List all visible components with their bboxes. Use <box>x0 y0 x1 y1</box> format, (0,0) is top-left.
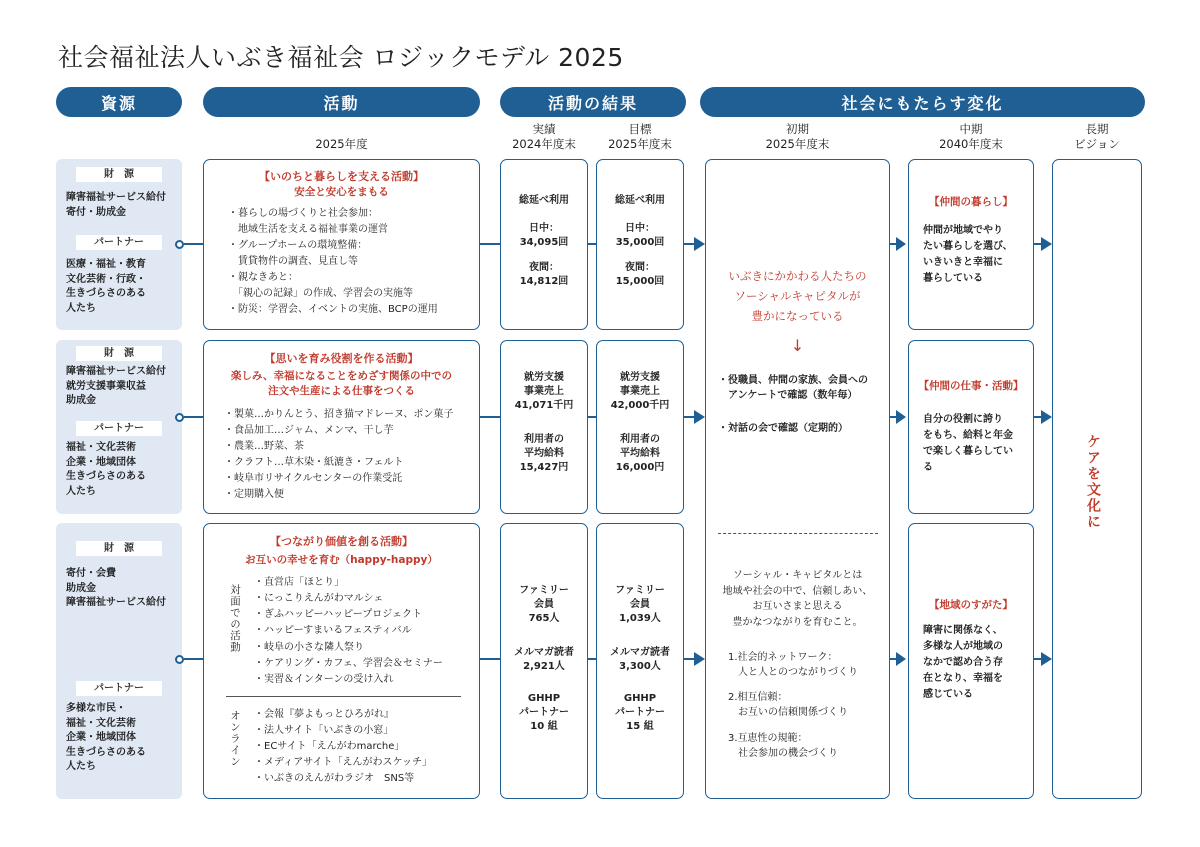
header-resources: 資源 <box>56 87 182 117</box>
connector-line-2 <box>184 416 203 418</box>
activity-item: ・親なきあと： <box>228 272 298 283</box>
colhead-actual-year: 2024年度末 <box>512 137 576 151</box>
mid-text-line: をもち、給料と年金 <box>923 430 1013 441</box>
connector-dot-3 <box>175 655 184 664</box>
long-vision-text: ケアを文化に <box>1085 434 1101 530</box>
colhead-long-vision: ビジョン <box>1074 137 1120 151</box>
definition-line: お互いさまと思える <box>752 601 843 612</box>
header-results: 活動の結果 <box>500 87 686 117</box>
colhead-actual <box>500 122 588 152</box>
activity-subtitle: お互いの幸せを育む（happy-happy） <box>245 554 438 566</box>
target-box-1 <box>596 159 684 330</box>
early-definition <box>706 568 889 630</box>
metric-label: 事業売上 <box>524 386 564 397</box>
long-vision-box <box>1052 159 1142 799</box>
header-change: 社会にもたらす変化 <box>700 87 1145 117</box>
activity-item: ・農業…野菜、茶 <box>224 441 304 452</box>
point-line: 2.相互信頼： <box>728 692 788 703</box>
arrow-right-icon <box>1041 652 1052 666</box>
connector-dot-1 <box>175 240 184 249</box>
actual-box-1 <box>500 159 588 330</box>
early-outcome-box <box>705 159 890 799</box>
activity-subtitle: 安全と安心をまもる <box>294 186 389 198</box>
connector-act-actual-2 <box>480 416 500 418</box>
metric-label: 就労支援 <box>524 372 564 383</box>
arrow-right-icon <box>1041 237 1052 251</box>
metric-label: 利用者の <box>620 434 660 445</box>
colhead-early <box>705 122 890 152</box>
resource-box-3 <box>56 523 182 799</box>
activity-item: 地域生活を支える福祉事業の運営 <box>228 224 388 235</box>
metric-label: 夜間： <box>529 262 559 273</box>
mid-text-line: なかで認め合う存 <box>923 657 1003 668</box>
metric-label: 利用者の <box>524 434 564 445</box>
mid-text-line: 仲間が地域でやり <box>923 225 1003 236</box>
metric-value: 15,000回 <box>615 276 665 287</box>
metric-label: 総延べ利用 <box>615 195 665 206</box>
activity-item: ・定期購入便 <box>224 489 284 500</box>
mid-box-1 <box>908 159 1034 330</box>
connector-target-early-1 <box>684 243 694 245</box>
target-box-2 <box>596 340 684 514</box>
header-activities: 活動 <box>203 87 480 117</box>
metric-value: 14,812回 <box>519 276 569 287</box>
online-label: オンライン <box>229 710 241 768</box>
colhead-early-year: 2025年度末 <box>765 137 830 151</box>
face-item: ・ハッピーすまいるフェスティバル <box>254 625 412 636</box>
metric-value: 34,095回 <box>519 237 569 248</box>
connector-target-early-2 <box>684 416 694 418</box>
mid-text-line: 障害に関係なく、 <box>923 625 1003 636</box>
face-item: ・ぎふハッピーハッピープロジェクト <box>254 609 422 620</box>
page-title: 社会福祉法人いぶき福祉会 ロジックモデル 2025 <box>58 43 624 72</box>
connector-act-actual-1 <box>480 243 500 245</box>
arrow-right-icon <box>694 237 705 251</box>
fund-text: 障害福祉サービス給付 寄付・助成金 <box>66 192 166 218</box>
activity-item: ・グループホームの環境整備： <box>228 240 368 251</box>
partner-text: 多様な市民・ 福祉・文化芸術 企業・地域団体 生きづらさのある 人たち <box>66 703 146 772</box>
colhead-long-label: 長期 <box>1085 122 1109 136</box>
early-main-line: ソーシャルキャピタルが <box>734 289 861 303</box>
partner-text: 福祉・文化芸術 企業・地域団体 生きづらさのある 人たち <box>66 442 146 497</box>
arrow-right-icon <box>896 652 906 666</box>
online-item: ・会報『夢よもっとひろがれ』 <box>254 709 394 720</box>
activity-item: ・防災：学習会、イベントの実施、BCPの運用 <box>228 304 438 315</box>
partner-text: 医療・福祉・教育 文化芸術・行政・ 生きづらさのある 人たち <box>66 259 146 314</box>
metric-value: 35,000回 <box>615 237 665 248</box>
activity-box-2 <box>203 340 480 514</box>
metric-label: ファミリー <box>519 585 569 596</box>
definition-line: 豊かなつながりを育むこと。 <box>732 616 863 628</box>
arrow-right-icon <box>896 237 906 251</box>
face-item: ・実習＆インターンの受け入れ <box>254 674 394 685</box>
face-item: ・岐阜の小さな隣人祭り <box>254 642 364 653</box>
colhead-target <box>596 122 684 152</box>
connector-dot-2 <box>175 413 184 422</box>
point-line: 社会参加の機会づくり <box>728 748 838 759</box>
point-line: お互いの信頼関係づくり <box>728 707 848 718</box>
activity-item: ・岐阜市リサイクルセンターの作業受託 <box>224 473 403 484</box>
face-label: 対面での活動 <box>229 584 241 653</box>
mid-text-line: いきいきと幸福に <box>923 257 1003 268</box>
online-item: ・法人サイト「いぶきの小窓」 <box>254 725 394 736</box>
connector-line-3 <box>184 658 203 660</box>
metric-value: 42,000千円 <box>610 400 670 411</box>
metric-label: 平均給料 <box>620 448 660 459</box>
connector-actual-target-2 <box>588 416 596 418</box>
connector-act-actual-3 <box>480 658 500 660</box>
colhead-target-year: 2025年度末 <box>608 137 672 151</box>
metric-label: 就労支援 <box>620 372 660 383</box>
partner-label: パートナー <box>76 235 162 250</box>
connector-actual-target-3 <box>588 658 596 660</box>
face-item: ・直営店「ほとり」 <box>254 577 344 588</box>
metric-label: ファミリー <box>615 585 665 596</box>
resource-box-1 <box>56 159 182 330</box>
resource-box-2 <box>56 340 182 514</box>
metric-value: 15,427円 <box>519 462 569 473</box>
metric-label: 事業売上 <box>620 386 660 397</box>
fund-label: 財 源 <box>76 346 162 361</box>
online-item: ・メディアサイト「えんがわスケッチ」 <box>254 757 432 768</box>
activity-subtitle-2: 注文や生産による仕事をつくる <box>268 385 415 397</box>
metric-label: 会員 <box>630 599 650 610</box>
colhead-long <box>1052 122 1142 152</box>
face-item: ・ケアリング・カフェ、学習会＆セミナー <box>254 658 443 669</box>
metric-value: 41,071千円 <box>514 400 574 411</box>
early-main-text <box>706 266 889 326</box>
activity-item: ・クラフト…草木染・紙漉き・フェルト <box>224 457 404 468</box>
definition-line: ソーシャル・キャピタルとは <box>732 570 863 581</box>
point-line: 人と人とのつながりづくり <box>728 667 858 678</box>
point-line: 3.互恵性の規範： <box>728 733 808 744</box>
colhead-target-label: 目標 <box>628 122 652 136</box>
mid-text-line: たい暮らしを選び、 <box>923 241 1013 252</box>
activity-title: 【思いを育み役割を作る活動】 <box>264 352 419 365</box>
point-line: 1.社会的ネットワーク： <box>728 652 838 663</box>
mid-text-line: 暮らしている <box>923 273 983 284</box>
partner-label: パートナー <box>76 421 162 436</box>
colhead-actual-label: 実績 <box>532 122 556 136</box>
metric-label: GHHP <box>527 693 561 704</box>
early-check-2: ・対話の会で確認（定期的） <box>718 423 848 434</box>
connector-target-early-3 <box>684 658 694 660</box>
activity-title: 【いのちと暮らしを支える活動】 <box>259 170 424 183</box>
metric-value: 1,039人 <box>619 613 661 624</box>
metric-label: 日中： <box>625 223 655 234</box>
colhead-early-label: 初期 <box>786 122 809 136</box>
metric-value: 3,300人 <box>619 661 661 672</box>
mid-text-line: 在となり、幸福を <box>923 673 1003 684</box>
online-divider <box>226 696 461 697</box>
metric-label: メルマガ読者 <box>514 647 574 658</box>
connector-actual-target-1 <box>588 243 596 245</box>
actual-box-3 <box>500 523 588 799</box>
activity-item: 「親心の記録」の作成、学習会の実施等 <box>228 288 413 299</box>
activity-box-3 <box>203 523 480 799</box>
mid-text-line: 自分の役割に誇り <box>923 414 1003 425</box>
metric-label: メルマガ読者 <box>610 647 670 658</box>
mid-text-line: 多様な人が地域の <box>923 641 1003 652</box>
mid-title: 【仲間の仕事・活動】 <box>918 380 1024 392</box>
metric-label: 夜間： <box>625 262 655 273</box>
mid-box-3 <box>908 523 1034 799</box>
early-check-1b: アンケートで確認（数年毎） <box>718 390 858 401</box>
fund-label: 財 源 <box>76 541 162 556</box>
metric-label: パートナー <box>519 707 569 718</box>
activity-subtitle-1: 楽しみ、幸福になることをめざす関係の中での <box>230 370 453 382</box>
mid-title: 【仲間の暮らし】 <box>929 196 1013 208</box>
target-box-3 <box>596 523 684 799</box>
online-item: ・ECサイト「えんがわmarche」 <box>254 741 405 752</box>
mid-text-line: 感じている <box>923 689 973 700</box>
metric-label: 日中： <box>529 223 559 234</box>
metric-value: 2,921人 <box>523 661 565 672</box>
activity-item: 賃貸物件の調査、見直し等 <box>228 256 358 267</box>
arrow-right-icon <box>694 652 705 666</box>
activity-item: ・食品加工…ジャム、メンマ、干し芋 <box>224 425 394 436</box>
partner-label: パートナー <box>76 681 162 696</box>
mid-title: 【地域のすがた】 <box>929 599 1013 611</box>
arrow-right-icon <box>1041 410 1052 424</box>
metric-label: 会員 <box>534 599 554 610</box>
fund-label: 財 源 <box>76 167 162 182</box>
activity-item: ・暮らしの場づくりと社会参加： <box>228 208 378 219</box>
fund-text: 障害福祉サービス給付 就労支援事業収益 助成金 <box>66 366 166 406</box>
colhead-mid-label: 中期 <box>959 122 983 136</box>
metric-label: 平均給料 <box>524 448 564 459</box>
mid-box-2 <box>908 340 1034 514</box>
early-main-line: いぶきにかかわる人たちの <box>728 269 867 283</box>
metric-value: 16,000円 <box>615 462 665 473</box>
activity-box-1 <box>203 159 480 330</box>
metric-value: 765人 <box>528 613 560 624</box>
face-item: ・にっこりえんがわマルシェ <box>254 593 384 604</box>
arrow-down-icon: ↓ <box>790 336 805 355</box>
fund-text: 寄付・会費 助成金 障害福祉サービス給付 <box>66 568 166 608</box>
actual-box-2 <box>500 340 588 514</box>
online-item: ・いぶきのえんがわラジオ SNS等 <box>254 773 415 784</box>
mid-text-line: で楽しく暮らしてい <box>923 446 1013 457</box>
definition-line: 地域や社会の中で、信頼しあい、 <box>722 585 873 597</box>
early-main-line: 豊かになっている <box>751 309 844 323</box>
arrow-right-icon <box>694 410 705 424</box>
metric-value: 10 組 <box>530 721 558 732</box>
early-dashed-divider <box>718 533 878 534</box>
metric-label: 総延べ利用 <box>519 195 569 206</box>
colhead-activity-year: 2025年度 <box>315 137 368 151</box>
colhead-mid <box>908 122 1034 152</box>
metric-label: GHHP <box>623 693 657 704</box>
metric-label: パートナー <box>615 707 665 718</box>
activity-item: ・製菓…かりんとう、招き猫マドレーヌ、ポン菓子 <box>224 409 454 420</box>
colhead-mid-year: 2040年度末 <box>939 137 1003 151</box>
activity-title: 【つながり価値を創る活動】 <box>270 535 413 548</box>
connector-line-1 <box>184 243 203 245</box>
mid-text-line: る <box>923 462 933 473</box>
early-check-1a: ・役職員、仲間の家族、会員への <box>718 375 868 386</box>
arrow-right-icon <box>896 410 906 424</box>
metric-value: 15 組 <box>626 721 654 732</box>
